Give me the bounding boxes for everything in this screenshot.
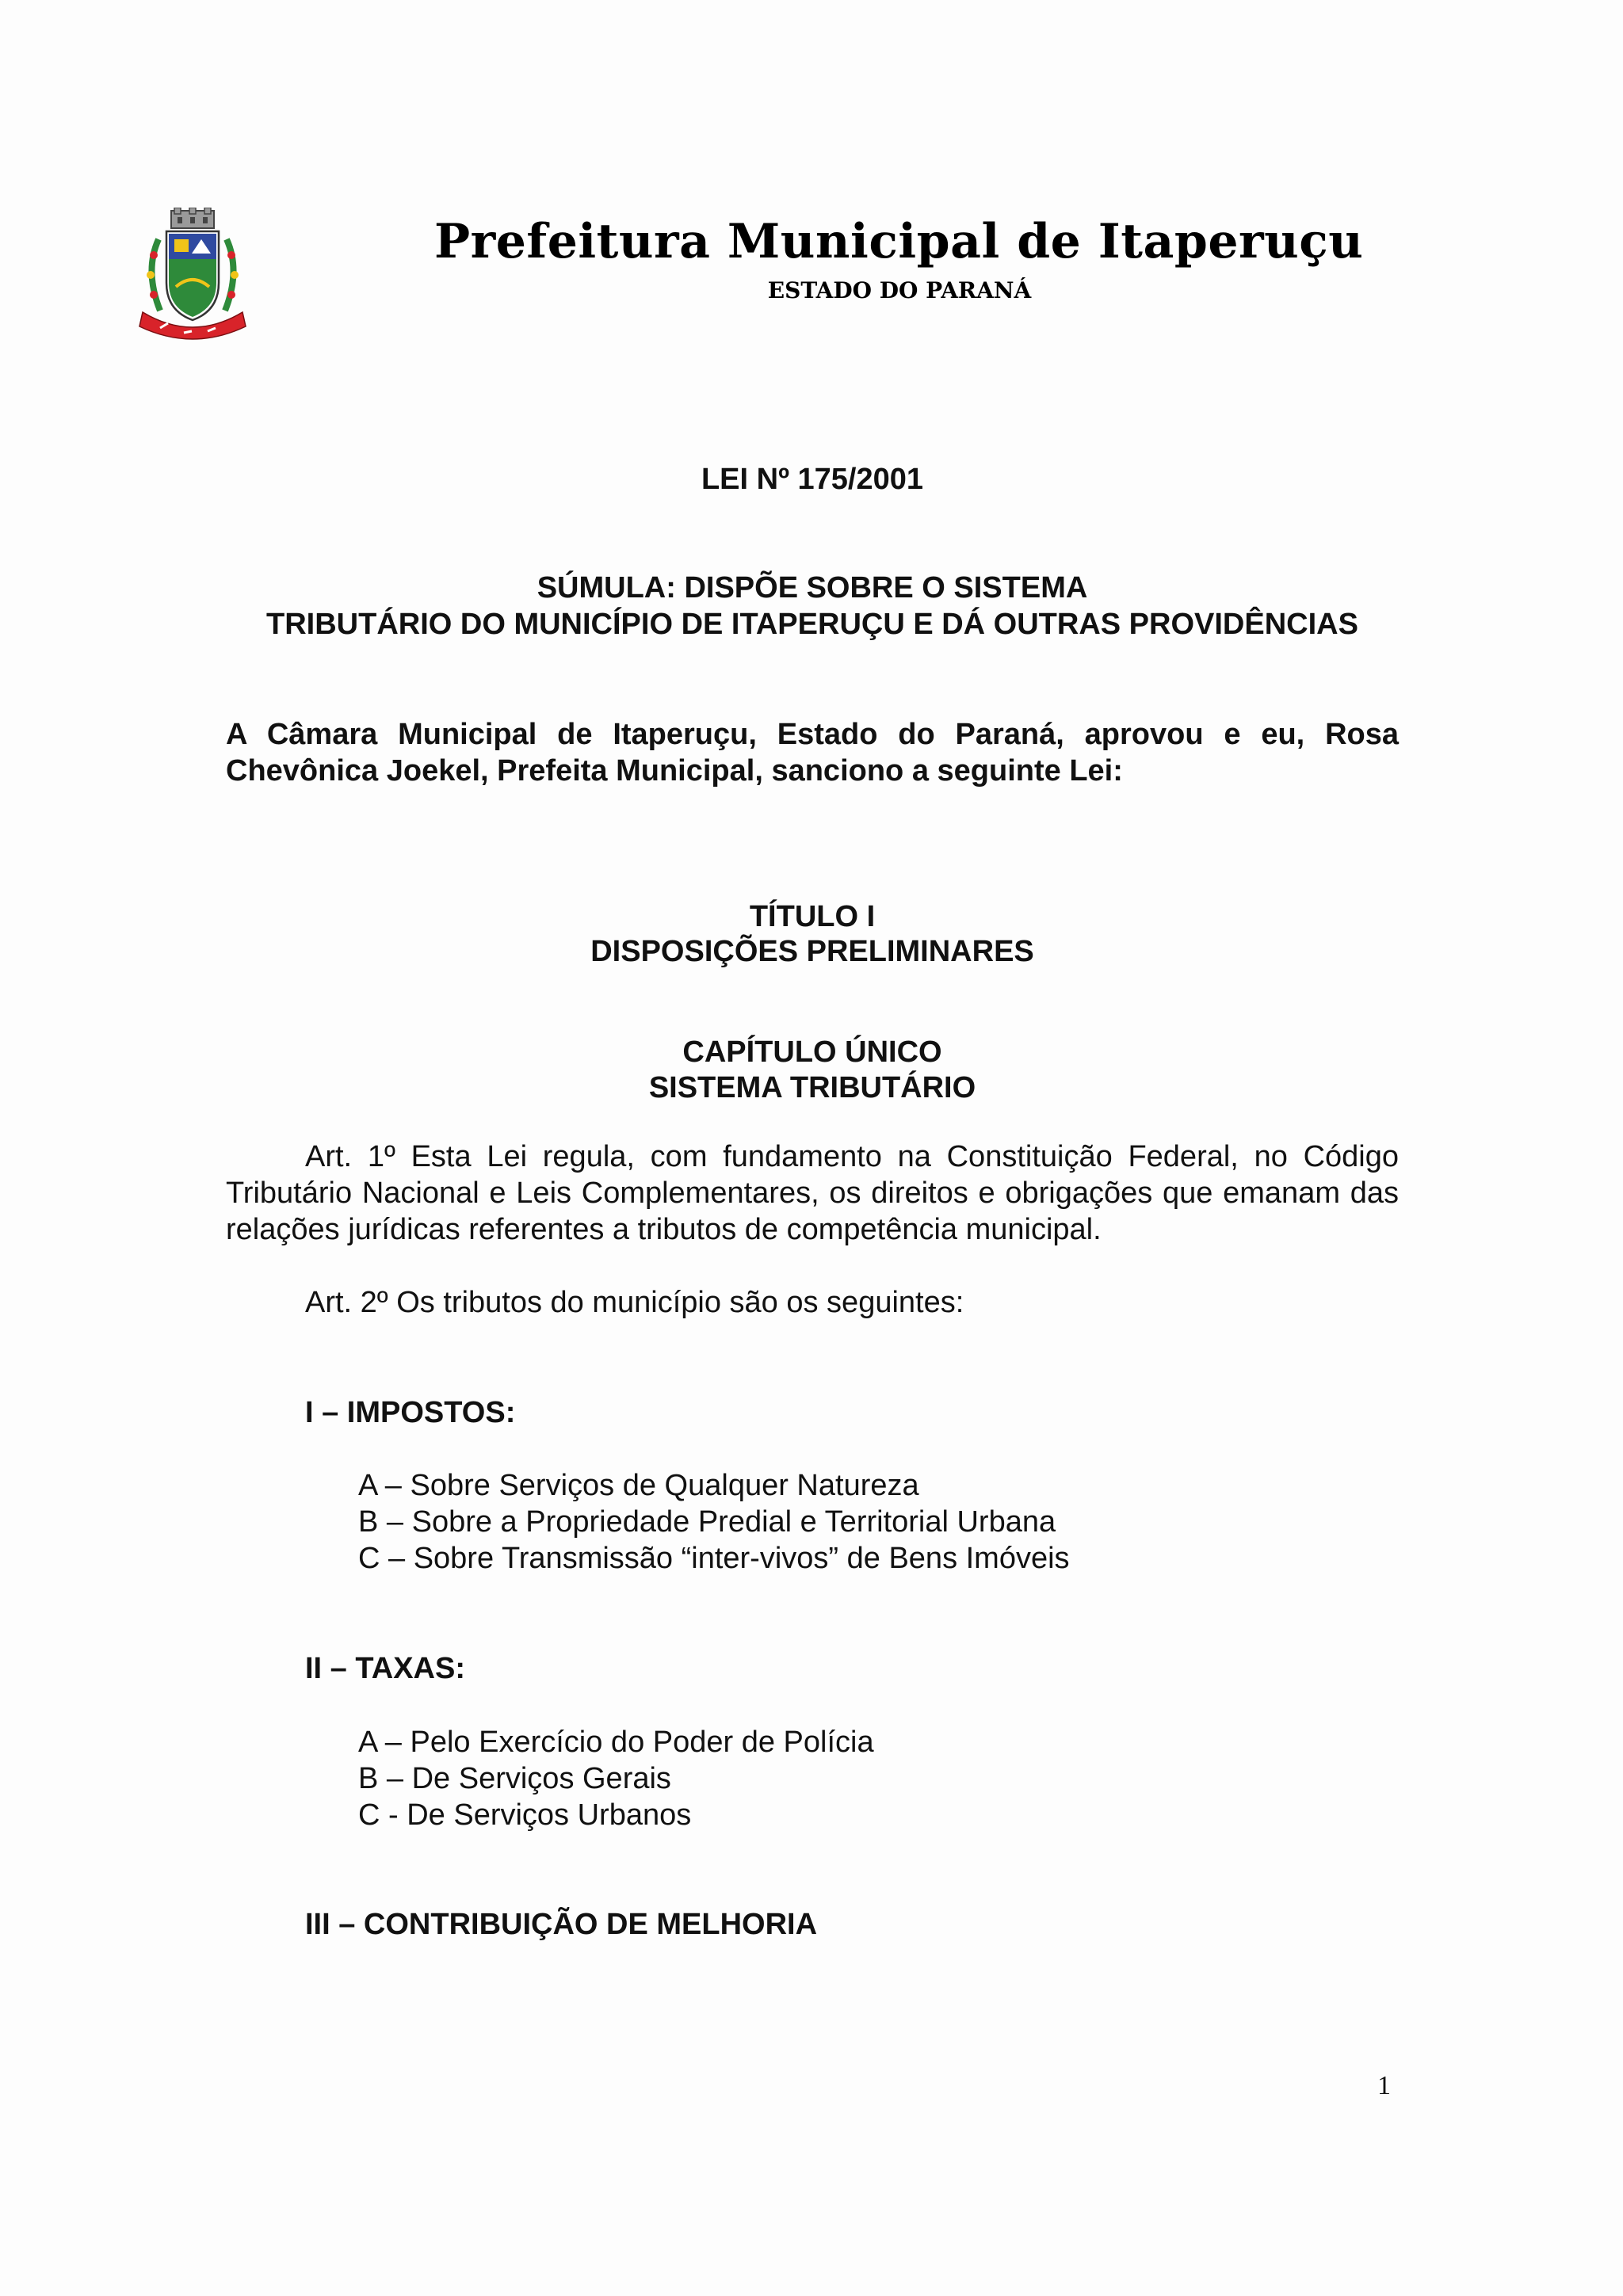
title-name: DISPOSIÇÕES PRELIMINARES bbox=[590, 935, 1034, 968]
title-heading: TÍTULO I bbox=[749, 900, 876, 933]
taxas-heading: II – TAXAS: bbox=[305, 1652, 465, 1685]
article-2: Art. 2º Os tributos do município são os seguintes: bbox=[305, 1286, 964, 1319]
list-item: B – Sobre a Propriedade Predial e Territorial Urbana bbox=[358, 1505, 1056, 1539]
preamble: A Câmara Municipal de Itaperuçu, Estado do Paraná, aprovou e eu, Rosa Chevônica Joekel, Prefeita Municipal, sanciono a seguinte Lei: bbox=[226, 718, 1399, 788]
summary-line-2: TRIBUTÁRIO DO MUNICÍPIO DE ITAPERUÇU E DÁ OUTRAS PROVIDÊNCIAS bbox=[266, 608, 1358, 641]
list-item: C – Sobre Transmissão “inter-vivos” de Bens Imóveis bbox=[358, 1542, 1070, 1575]
impostos-heading: I – IMPOSTOS: bbox=[305, 1396, 516, 1429]
list-item: C - De Serviços Urbanos bbox=[358, 1798, 692, 1832]
chapter-name: SISTEMA TRIBUTÁRIO bbox=[648, 1071, 976, 1104]
law-number: LEI Nº 175/2001 bbox=[701, 463, 924, 496]
state-subtitle: ESTADO DO PARANÁ bbox=[767, 277, 1032, 303]
coat-of-arms-icon bbox=[136, 208, 249, 342]
list-item: A – Pelo Exercício do Poder de Polícia bbox=[358, 1726, 874, 1759]
summary-line-1: SÚMULA: DISPÕE SOBRE O SISTEMA bbox=[537, 571, 1088, 605]
list-item: B – De Serviços Gerais bbox=[358, 1762, 671, 1795]
municipality-title: Prefeitura Municipal de Itaperuçu bbox=[434, 214, 1364, 269]
chapter-heading: CAPÍTULO ÚNICO bbox=[682, 1035, 942, 1069]
article-1: Art. 1º Esta Lei regula, com fundamento na Constituição Federal, no Código Tributário Nacional e Leis Complementares, os direitos e obrigações que emanam das relações jurídicas referentes a tributos de competência municipal. bbox=[226, 1140, 1399, 1246]
list-item: A – Sobre Serviços de Qualquer Natureza bbox=[358, 1469, 919, 1502]
page-number: 1 bbox=[1377, 2071, 1391, 2100]
contribuicao-heading: III – CONTRIBUIÇÃO DE MELHORIA bbox=[305, 1908, 818, 1941]
